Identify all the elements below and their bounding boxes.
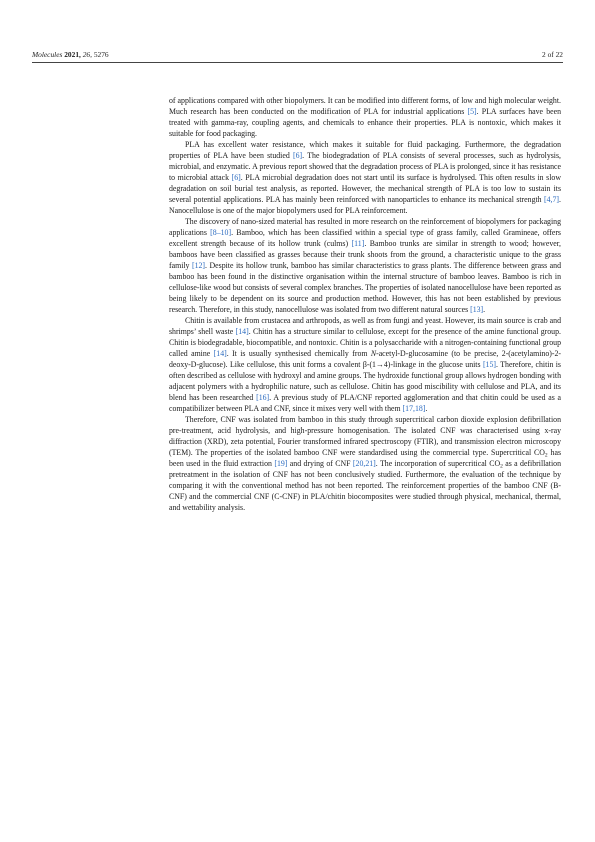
text-run: . Despite its hollow trunk, bamboo has similar characteristics to grass plants. The difference between grass and bamboo has been found in the distinctive organisation within the internal structure of bamboo leaves. Bamboo is rich in cellulose-like wood but consists of several complex branches. The properties of isolated nanocellulose have been reported as being likely to be dependent on its source and production method. However, this has not been established by previous research. Therefore, in this study, nanocellulose was isolated from two different natural sources: [169, 261, 562, 314]
article-number: 5276: [93, 50, 109, 59]
text-run: of applications compared with other biopolymers. It can be modified into different forms, of low and high molecular weight. Much research has been conducted on the modification of PLA for industrial applications: [169, 96, 561, 116]
text-run: . Bamboo trunks are similar in strength to wood; however, bamboos have been classified as grasses because their trunk shoots from the ground, a characteristic unique to the grass family: [169, 239, 561, 270]
paragraph: [169, 216, 561, 315]
body-text: [169, 95, 561, 513]
text-run: . It is usually synthesised chemically from: [226, 349, 371, 358]
text-run: . A previous study of PLA/CNF reported agglomeration and that chitin could be used as a compatibilizer between PLA and CNF, since it mixes very well with them: [169, 393, 562, 413]
text-run: and drying of CNF: [287, 459, 353, 468]
citation-link[interactable]: [14]: [213, 349, 227, 358]
citation-link[interactable]: [17,18]: [402, 404, 426, 413]
citation-link[interactable]: [6]: [293, 151, 303, 160]
page-number: 2 of 22: [542, 50, 563, 59]
citation-link[interactable]: [6]: [231, 173, 241, 182]
text-run: PLA has excellent water resistance, which makes it suitable for fluid packaging. Furthermore, the degradation properties of PLA have been studied: [169, 140, 561, 160]
text-run: . Bamboo, which has been classified within a special type of grass family, called Gramineae, offers excellent strength because of its hollow trunk (culms): [169, 228, 561, 248]
text-run: . Nanocellulose is one of the major biopolymers used for PLA reinforcement.: [169, 195, 561, 215]
text-run: .: [425, 404, 428, 413]
paragraph: [169, 414, 561, 513]
citation-link[interactable]: [5]: [467, 107, 477, 116]
text-run: . The biodegradation of PLA consists of several processes, such as hydrolysis, microbial, and enzymatic. A previous report showed that the degradation process of PLA is prolonged, since it has resistance to microbial attack: [169, 151, 561, 182]
citation-link[interactable]: [4,7]: [544, 195, 560, 204]
text-run: Chitin is available from crustacea and arthropods, as well as from fungi and yeast. However, its main source is crab and shrimps’ shell waste: [169, 316, 561, 336]
text-run: . PLA microbial degradation does not start until its surface is hydrolysed. This often results in slow degradation on soil burial test analysis, as reported. However, the mechanical strength of PLA is too low to sustain its several potential applications. PLA has mainly been reinforced with nanoparticles to enhance its mechanical strength: [169, 173, 561, 204]
text-run: The discovery of nano-sized material has resulted in more research on the reinforcement of biopolymers for packaging applications: [169, 217, 561, 237]
text-run: . The incorporation of supercritical CO: [375, 459, 501, 468]
header-rule: [32, 62, 563, 63]
text-run: .: [483, 305, 486, 314]
text-run: -acetyl-D-glucosamine (to be precise, 2-(acetylamino)-2-deoxy-D-glucose). Like cellulose, this unit forms a covalent β-(1→4)-linkage in the glucose units: [169, 349, 562, 369]
text-run: has been used in the fluid extraction: [169, 448, 561, 468]
paragraph: [169, 315, 561, 414]
citation-link[interactable]: [19]: [274, 459, 288, 468]
citation-link[interactable]: [11]: [351, 239, 365, 248]
text-run: . Therefore, chitin is often described as cellulose with hydroxyl and amine groups. The hydroxide functional group allows hydrogen bonding with adjacent polymers with a hydrophilic nature, such as cellulose. Chitin has good miscibility with cellulose and PLA, and its blend has been researched: [169, 360, 561, 402]
citation-link[interactable]: [14]: [235, 327, 249, 336]
paragraph: [169, 139, 561, 216]
italic-text: N: [370, 349, 377, 358]
journal-year: 2021,: [64, 50, 81, 59]
running-header: [32, 50, 563, 59]
paragraph: [169, 95, 561, 139]
journal-name: Molecules: [32, 50, 63, 59]
text-run: Therefore, CNF was isolated from bamboo in this study through supercritical carbon dioxide explosion defibrillation pre-treatment, acid hydrolysis, and high-pressure homogenisation. The isolated CNF was characterised using x-ray diffraction (XRD), zeta potential, Fourier transformed infrared spectroscopy (FTIR), and transmission electron microscopy (TEM). The properties of the isolated bamboo CNF were standardised using the commercial type. Supercritical CO: [169, 415, 561, 457]
subscript: 2: [500, 463, 503, 470]
journal-volume: 26,: [82, 50, 92, 59]
citation-link[interactable]: [8–10]: [210, 228, 232, 237]
citation-link[interactable]: [13]: [470, 305, 484, 314]
subscript: 2: [544, 452, 548, 459]
text-run: as a defibrillation pretreatment in the isolation of CNF has not been conclusively studied. Furthermore, the evaluation of the technique by comparing it with the conventional method has not been reported. The reinforcement properties of the bamboo CNF (B-CNF) and the commercial CNF (C-CNF) in PLA/chitin biocomposites were studied through physical, mechanical, thermal, and wettability analysis.: [169, 459, 561, 512]
citation-link[interactable]: [16]: [256, 393, 270, 402]
citation-link[interactable]: [12]: [191, 261, 206, 270]
text-run: . Chitin has a structure similar to cellulose, except for the presence of the amine functional group. Chitin is biodegradable, biocompatible, and nontoxic. Chitin is a polysaccharide with a nitrogen-containing functional group called amine: [169, 327, 561, 358]
citation-link[interactable]: [20,21]: [352, 459, 376, 468]
citation-link[interactable]: [15]: [482, 360, 497, 369]
journal-citation: [32, 50, 109, 59]
text-run: . PLA surfaces have been treated with gamma-ray, coupling agents, and chemicals to enhance their properties. PLA is nontoxic, which makes it suitable for food packaging.: [169, 107, 562, 138]
